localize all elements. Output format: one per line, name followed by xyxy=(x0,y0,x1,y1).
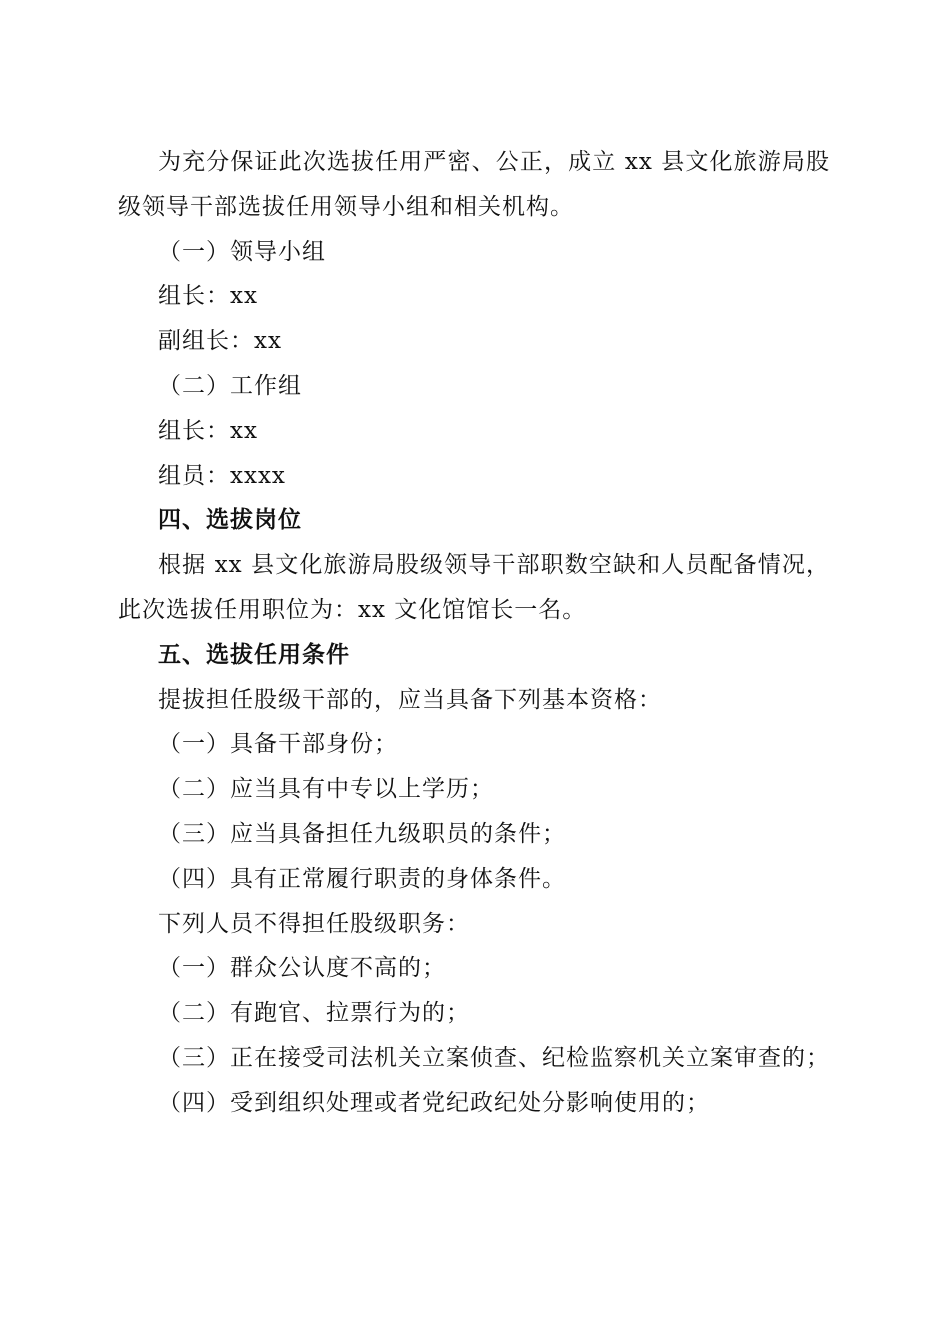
section-heading-conditions: 五、选拔任用条件 xyxy=(158,641,350,668)
paragraph-intro: 为充分保证此次选拔任用严密、公正，成立 xx 县文化旅游局股级领导干部选拔任用领导小组和相关机构。 xyxy=(118,149,830,220)
paragraph-positions: 根据 xx 县文化旅游局股级领导干部职数空缺和人员配备情况，此次选拔任用职位为：xx 文化馆馆长一名。 xyxy=(118,552,830,623)
document-body xyxy=(118,140,830,1126)
list-item: （四）受到组织处理或者党纪政纪处分影响使用的； xyxy=(158,1089,710,1116)
list-item: （二）有跑官、拉票行为的； xyxy=(158,1000,470,1027)
list-item: （三）正在接受司法机关立案侦查、纪检监察机关立案审查的； xyxy=(158,1044,830,1071)
list-item: （一）具备干部身份； xyxy=(158,731,398,758)
leader-line: 组长：xx xyxy=(158,283,258,310)
list-item: （二）应当具有中专以上学历； xyxy=(158,776,494,803)
working-group-members-line: 组员：xxxx xyxy=(158,462,286,489)
list-item: （三）应当具备担任九级职员的条件； xyxy=(158,820,566,847)
working-group-leader-line: 组长：xx xyxy=(158,417,258,444)
paragraph-basic-qualifications: 提拔担任股级干部的，应当具备下列基本资格： xyxy=(158,686,662,713)
deputy-leader-line: 副组长：xx xyxy=(158,328,282,355)
list-item: （一）群众公认度不高的； xyxy=(158,955,446,982)
section-heading-positions: 四、选拔岗位 xyxy=(158,507,302,534)
subheading-leadership-group: （一）领导小组 xyxy=(158,238,326,265)
list-item: （四）具有正常履行职责的身体条件。 xyxy=(158,865,566,892)
paragraph-disqualifications: 下列人员不得担任股级职务： xyxy=(158,910,470,937)
subheading-working-group: （二）工作组 xyxy=(158,372,302,399)
